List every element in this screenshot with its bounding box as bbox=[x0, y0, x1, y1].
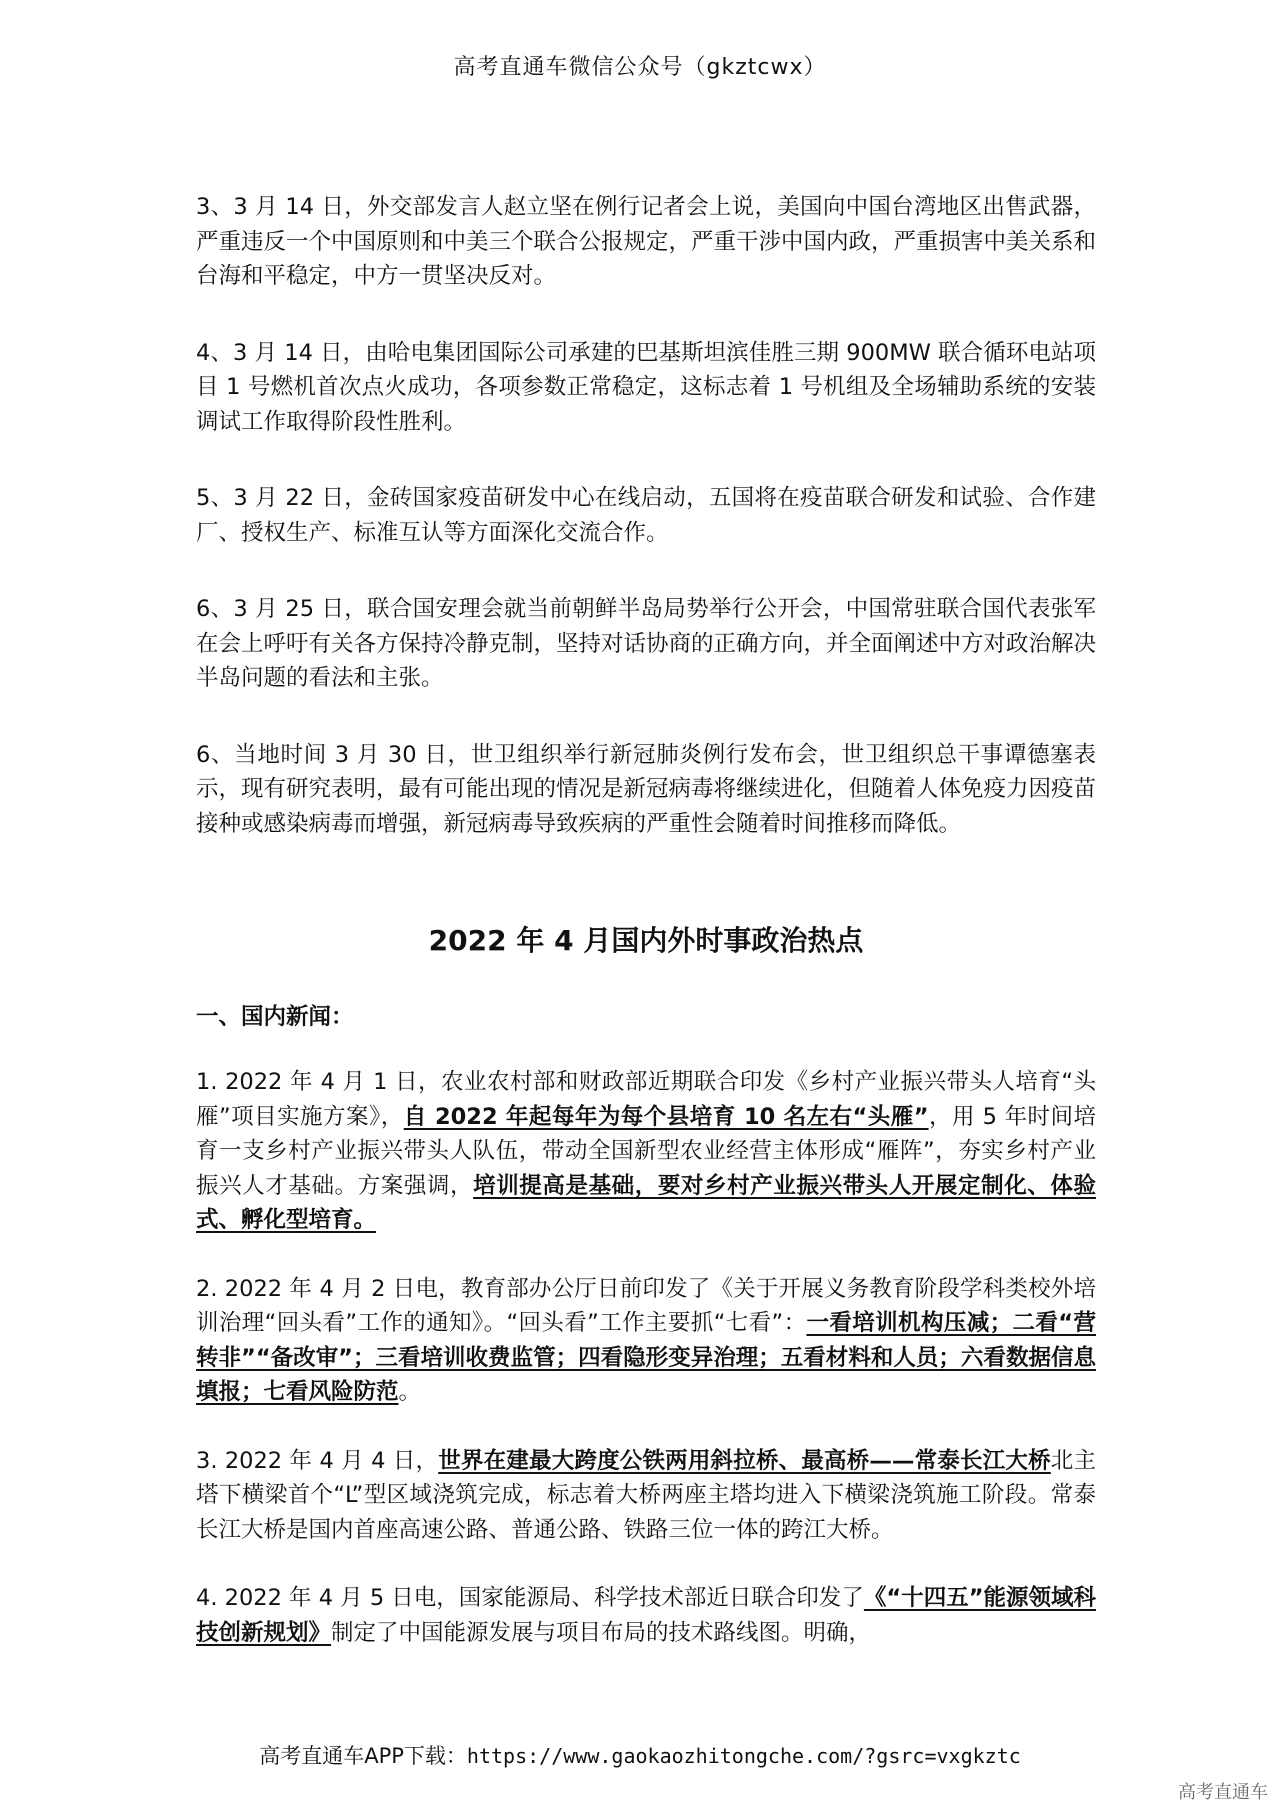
paragraph-3: 5、3 月 22 日，金砖国家疫苗研发中心在线启动，五国将在疫苗联合研发和试验、合作建厂、授权生产、标准互认等方面深化交流合作。 bbox=[196, 485, 1096, 546]
paragraph-2: 4、3 月 14 日，由哈电集团国际公司承建的巴基斯坦滨佳胜三期 900MW 联合循环电站项目 1 号燃机首次点火成功，各项参数正常稳定，这标志着 1 号机组及全场辅助系统的安装调试工作取得阶段性胜利。 bbox=[196, 339, 1096, 435]
footer-label: 高考直通车APP下载： bbox=[259, 1744, 467, 1768]
news-4-highlight: 《“十四五”能源领域科技创新规划》 bbox=[196, 1585, 1097, 1646]
news-1-text-a: 1. 2022 年 4 月 1 日，农业农村部和财政部近期联合印发《乡村产业振兴带头人培育“头雁”项目实施方案》， bbox=[196, 1069, 1096, 1130]
news-4-text-c: 制定了中国能源发展与项目布局的技术路线图。明确， bbox=[331, 1619, 872, 1646]
news-3-text-c: 北主塔下横梁首个“L”型区域浇筑完成，标志着大桥两座主塔均进入下横梁浇筑施工阶段。常泰长江大桥是国内首座高速公路、普通公路、铁路三位一体的跨江大桥。 bbox=[196, 1447, 1096, 1543]
news-2-text-a: 2. 2022 年 4 月 2 日电，教育部办公厅日前印发了《关于开展义务教育阶段学科类校外培训治理“回头看”工作的通知》。“回头看”工作主要抓“七看”： bbox=[196, 1275, 1096, 1336]
news-item-4 bbox=[196, 1581, 1096, 1650]
news-1-highlight-1: 自 2022 年起每年为每个县培育 10 名左右“头雁” bbox=[403, 1103, 929, 1130]
news-3-text-a: 3. 2022 年 4 月 4 日， bbox=[196, 1447, 439, 1474]
paragraph-4: 6、3 月 25 日，联合国安理会就当前朝鲜半岛局势举行公开会，中国常驻联合国代表张军在会上呼吁有关各方保持冷静克制，坚持对话协商的正确方向，并全面阐述中方对政治解决半岛问题的看法和主张。 bbox=[196, 596, 1097, 691]
paragraph-1: 3、3 月 14 日，外交部发言人赵立坚在例行记者会上说，美国向中国台湾地区出售武器，严重违反一个中国原则和中美三个联合公报规定，严重干涉中国内政，严重损害中美关系和台海和平稳定，中方一贯坚决反对。 bbox=[196, 194, 1097, 289]
document-title: 2022 年 4 月国内外时事政治热点 bbox=[428, 924, 864, 957]
page-header: 高考直通车微信公众号（gkztcwx） bbox=[453, 55, 827, 80]
watermark: 高考直通车 bbox=[1178, 1782, 1268, 1803]
news-2-highlight: 一看培训机构压减；二看“营转非”“备改审”；三看培训收费监管；四看隐形变异治理；五看材料和人员；六看数据信息填报；七看风险防范 bbox=[196, 1310, 1096, 1405]
news-2-text-c: 。 bbox=[398, 1379, 422, 1405]
news-4-text-a: 4. 2022 年 4 月 5 日电，国家能源局、科学技术部近日联合印发了 bbox=[196, 1585, 864, 1611]
news-item-3 bbox=[196, 1444, 1096, 1548]
news-1-highlight-2: 培训提高是基础，要对乡村产业振兴带头人开展定制化、体验式、孵化型培育。 bbox=[196, 1172, 1096, 1233]
news-item-2 bbox=[196, 1272, 1096, 1410]
document-body bbox=[196, 190, 1096, 1684]
news-item-1 bbox=[196, 1065, 1096, 1238]
footer-url-link[interactable]: https://www.gaokaozhitongche.com/?gsrc=vxgkztc bbox=[466, 1744, 1021, 1768]
section-heading: 一、国内新闻： bbox=[196, 1004, 354, 1030]
paragraph-5: 6、当地时间 3 月 30 日，世卫组织举行新冠肺炎例行发布会，世卫组织总干事谭德塞表示，现有研究表明，最有可能出现的情况是新冠病毒将继续进化，但随着人体免疫力因疫苗接种或感染病毒而增强，新冠病毒导致疾病的严重性会随着时间推移而降低。 bbox=[196, 741, 1097, 837]
news-1-text-c: ，用 5 年时间培育一支乡村产业振兴带头人队伍，带动全国新型农业经营主体形成“雁阵”，夯实乡村产业振兴人才基础。方案强调， bbox=[196, 1103, 1096, 1199]
page-footer bbox=[0, 1740, 1280, 1770]
news-3-highlight: 世界在建最大跨度公铁两用斜拉桥、最高桥——常泰长江大桥 bbox=[438, 1447, 1051, 1474]
